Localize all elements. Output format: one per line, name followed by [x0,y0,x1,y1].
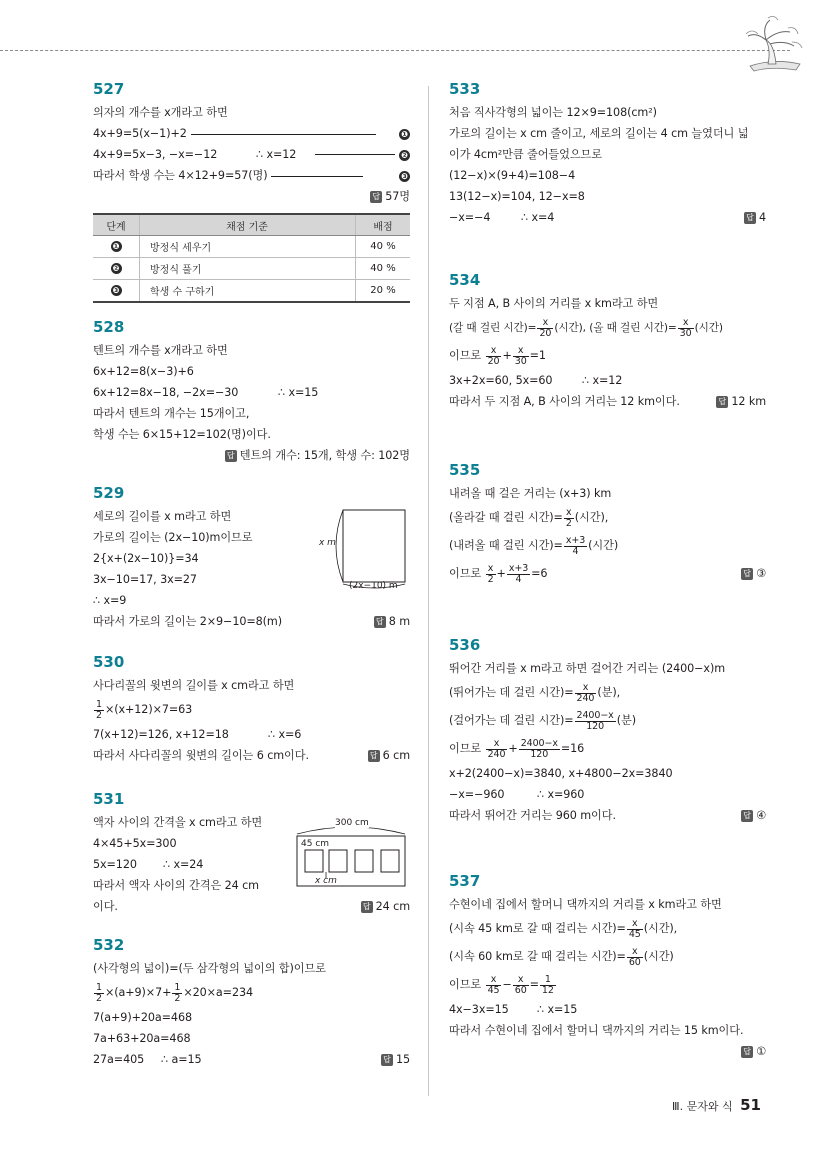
solution-line: 세로의 길이를 x m라고 하면 [93,510,232,523]
solution-line: 3x+2x=60, 5x=60 ∴ x=12 [449,374,623,387]
table-row: ❷ 방정식 풀기 40 % [93,258,410,280]
leader-line [315,154,395,155]
problem-number: 527 [93,80,125,98]
problem-number: 537 [449,872,481,890]
solution-528 [93,318,410,466]
answer: 답 12 km [716,391,766,412]
solution-line: (갈 때 걸린 시간)= $\frac{x}{20}$ (시간), (올 때 걸린 시간)= $\frac{x}{30}$ (시간) [449,316,723,339]
solution-line: 이므로 $\frac{x}{240}$ + $\frac{2400-x}{120}$ =16 [449,737,585,760]
rectangle-figure [315,506,411,596]
solution-line: 7a+63+20a=468 [93,1032,191,1045]
table-row: ❶ 방정식 세우기 40 % [93,236,410,258]
answer: 답 ③ [741,560,766,588]
leader-line [271,176,363,177]
figure-label-total: 300 cm [335,818,369,828]
solution-line: 4x−3x=15 ∴ x=15 [449,1003,578,1016]
step-marker-3: ❸ [399,165,410,186]
solution-line: 따라서 텐트의 개수는 15개이고, [93,407,250,420]
table-header: 채점 기준 [140,214,356,236]
solution-529 [93,484,410,632]
equation: 4x+9=5(x−1)+2 [93,127,187,140]
solution-531 [93,790,410,917]
solution-530 [93,653,410,766]
section-title: Ⅲ. 문자와 식 [672,1100,733,1113]
figure-label-height: x m [319,538,336,548]
step-marker-1: ❶ [399,123,410,144]
answer-line [93,445,410,466]
equation: 4x+9=5x−3, −x=−12 [93,148,218,161]
solution-line: 이므로 $\frac{x}{45}$ − $\frac{x}{60}$ = $\frac{1}{12}$ [449,973,554,996]
header-rule [0,50,790,51]
figure-label-frame: 45 cm [301,839,330,849]
solution-line: (걸어가는 데 걸린 시간)= $\frac{2400-x}{120}$ (분) [449,709,636,732]
solution-line: 이므로 $\frac{x}{20}$ + $\frac{x}{30}$ =1 [449,344,546,367]
solution-line: 뛰어간 거리를 x m라고 하면 걸어간 거리는 (2400−x)m [449,662,726,675]
answer: 답 15 [381,1049,410,1070]
solution-527 [93,80,410,303]
solution-532 [93,936,410,1070]
problem-number: 536 [449,636,481,654]
answer-icon: 답 [368,750,380,762]
solution-line: (시속 60 km로 갈 때 걸리는 시간)= $\frac{x}{60}$ (시간) [449,945,674,968]
solution-line: $\frac{1}{2}$ ×(a+9)×7+ $\frac{1}{2}$ ×20×a=234 [96,981,253,1004]
solution-line: 따라서 수현이네 집에서 할머니 댁까지의 거리는 15 km이다. [449,1024,744,1037]
answer: 답 4 [744,207,766,228]
solution-line: 이가 4cm²만큼 줄어들었으므로 [449,148,602,161]
answer-icon: 답 [374,616,386,628]
solution-line: 7(x+12)=126, x+12=18 ∴ x=6 [93,728,302,741]
problem-number: 528 [93,318,125,336]
solution-line: 13(12−x)=104, 12−x=8 [449,190,585,203]
answer: 답 8 m [374,611,410,632]
table-row: ❸ 학생 수 구하기 20 % [93,280,410,303]
solution-line: −x=−4 ∴ x=4 답 4 [449,207,766,228]
solution-line [93,144,410,165]
problem-number: 531 [93,790,125,808]
solution-line [93,165,410,186]
solution-line: 사다리꼴의 윗변의 길이를 x cm라고 하면 [93,679,295,692]
solution-line: 이므로 $\frac{x}{2}$ + $\frac{x+3}{4}$ =6 답 ③ [449,560,766,588]
solution-line: 3x−10=17, 3x=27 [93,573,197,586]
table-header: 배점 [356,214,411,236]
solution-line: 6x+12=8x−18, −2x=−30 ∴ x=15 [93,386,319,399]
page-number: 51 [740,1096,761,1114]
solution-line [93,123,410,144]
answer-icon: 답 [370,191,382,203]
answer-icon: 답 [741,1046,753,1058]
answer: 답 ④ [741,805,766,826]
solution-line: 학생 수는 6×15+12=102(명)이다. [93,428,271,441]
solution-line: 가로의 길이는 (2x−10)m이므로 [93,531,253,544]
solution-line: 가로의 길이는 x cm 줄이고, 세로의 길이는 4 cm 늘였더니 넓 [449,127,749,140]
solution-line: 따라서 액자 사이의 간격은 24 cm [93,879,259,892]
answer-line [93,186,410,207]
solution-line: 액자 사이의 간격을 x cm라고 하면 [93,816,263,829]
leader-line [191,134,376,135]
solution-536 [449,636,766,826]
answer: 답 6 cm [368,745,410,766]
table-header: 단계 [93,214,140,236]
tree-illustration-icon [744,14,804,72]
solution-line: (내려올 때 걸린 시간)= $\frac{x+3}{4}$ (시간) [449,534,619,557]
solution-line: 따라서 두 지점 A, B 사이의 거리는 12 km이다. 답 12 km [449,391,766,412]
solution-line: (사각형의 넓이)=(두 삼각형의 넓이의 합)이므로 [93,962,326,975]
solution-line: (뛰어가는 데 걸린 시간)= $\frac{x}{240}$ (분), [449,681,621,704]
solution-line: (올라갈 때 걸린 시간)= $\frac{x}{2}$ (시간), [449,506,609,529]
solution-line: 수현이네 집에서 할머니 댁까지의 거리를 x km라고 하면 [449,898,722,911]
solution-533 [449,80,766,228]
solution-line: 따라서 뛰어간 거리는 960 m이다. 답 ④ [449,805,766,826]
solution-line: 2{x+(2x−10)}=34 [93,552,199,565]
answer: 답 24 cm [361,896,410,917]
solution-537 [449,872,766,1062]
answer-icon: 답 [716,396,728,408]
column-divider [428,86,429,1096]
solution-line: 27a=405 ∴ a=15 답 15 [93,1049,410,1070]
result: ∴ x=12 [256,148,297,161]
answer: 답 ① [741,1041,766,1062]
solution-line: 6x+12=8(x−3)+6 [93,365,194,378]
answer-icon: 답 [741,810,753,822]
problem-number: 533 [449,80,481,98]
grading-table [93,213,410,303]
solution-line: 이다. 답 24 cm [93,896,410,917]
figure-label-width: (2x−10) m [349,581,398,591]
solution-534 [449,271,766,412]
answer-icon: 답 [225,450,237,462]
problem-number: 535 [449,461,481,479]
answer: 답 57명 [370,186,410,207]
solution-line: 두 지점 A, B 사이의 거리를 x km라고 하면 [449,297,659,310]
figure-label-gap: x cm [315,876,337,886]
answer-icon: 답 [361,901,373,913]
answer-icon: 답 [741,568,753,580]
solution-line: 따라서 가로의 길이는 2×9−10=8(m) 답 8 m [93,611,410,632]
solution-line: $\frac{1}{2}$ ×(x+12)×7=63 [96,698,193,721]
solution-line: (12−x)×(9+4)=108−4 [449,169,576,182]
solution-line: 5x=120 ∴ x=24 [93,858,204,871]
solution-line: 의자의 개수를 x개라고 하면 [93,106,228,119]
solution-line: 텐트의 개수를 x개라고 하면 [93,344,228,357]
answer-icon: 답 [744,212,756,224]
solution-line: 내려올 때 걸은 거리는 (x+3) km [449,487,612,500]
fraction: $\frac{1}{2}$ [96,698,102,721]
solution-535 [449,461,766,588]
page-footer [672,1096,761,1114]
solution-line: −x=−960 ∴ x=960 [449,788,585,801]
solution-line: x+2(2400−x)=3840, x+4800−2x=3840 [449,767,673,780]
answer-line [449,1041,766,1062]
solution-line: 7(a+9)+20a=468 [93,1011,192,1024]
problem-number: 530 [93,653,125,671]
solution-line: 처음 직사각형의 넓이는 12×9=108(cm²) [449,106,657,119]
answer-icon: 답 [381,1054,393,1066]
problem-number: 534 [449,271,481,289]
problem-number: 532 [93,936,125,954]
solution-line: 따라서 사다리꼴의 윗변의 길이는 6 cm이다. 답 6 cm [93,745,410,766]
equation: 따라서 학생 수는 4×12+9=57(명) [93,169,268,182]
step-marker-2: ❷ [399,144,410,165]
solution-line: ∴ x=9 [93,594,127,607]
solution-line: (시속 45 km로 갈 때 걸리는 시간)= $\frac{x}{45}$ (시간), [449,917,678,940]
frames-figure [291,818,411,892]
solution-line: 4×45+5x=300 [93,837,177,850]
answer: 답 텐트의 개수: 15개, 학생 수: 102명 [225,445,410,466]
problem-number: 529 [93,484,125,502]
